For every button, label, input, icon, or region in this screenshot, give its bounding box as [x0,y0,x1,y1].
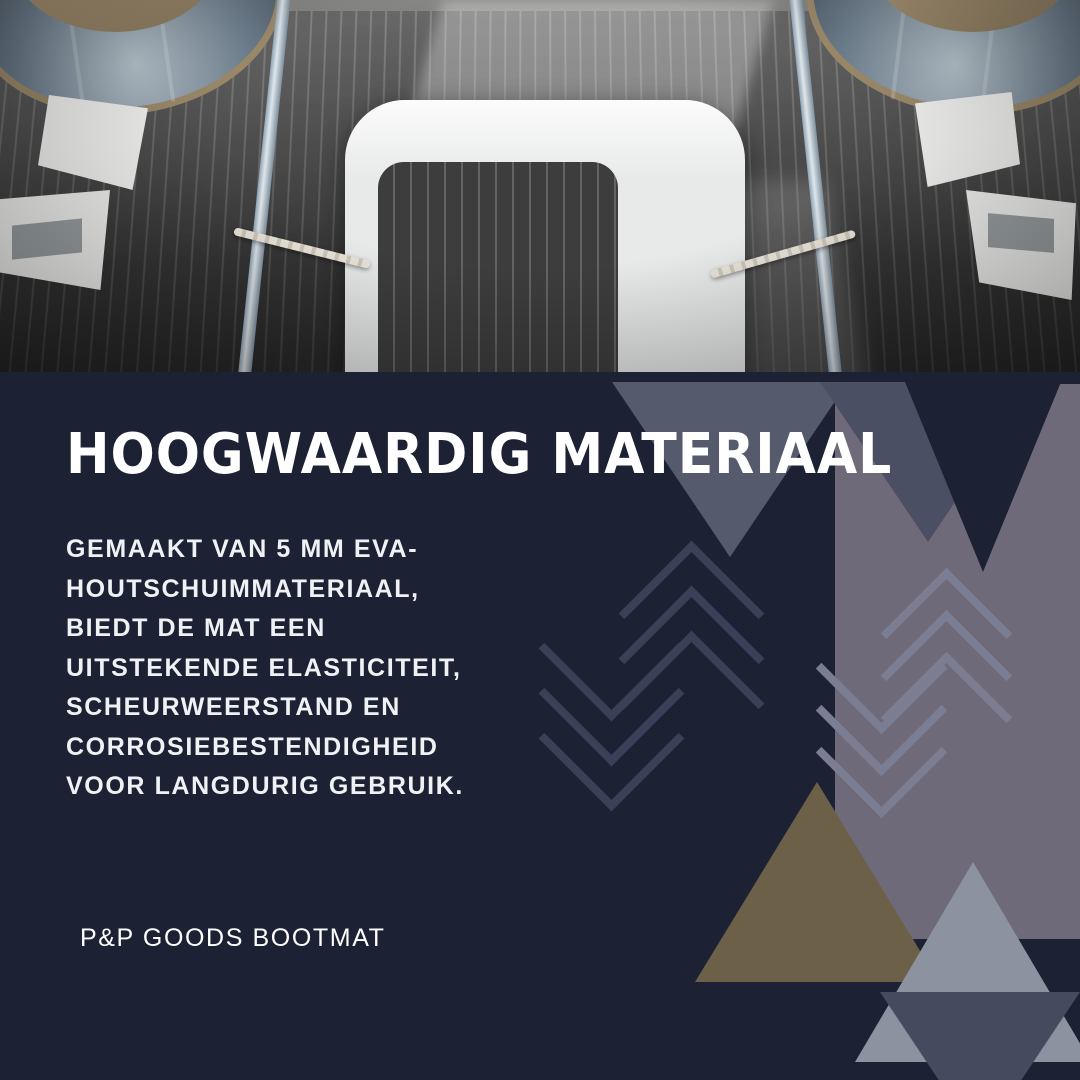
description-text: GEMAAKT VAN 5 MM EVA-HOUTSCHUIMMATERIAAL, BIEDT DE MAT EEN UITSTEKENDE ELASTICITEIT, SCHEURWEERSTAND EN CORROSIEBESTENDIGHEID VOOR LANGDURIG GEBRUIK. [66,535,464,800]
decor-triangle-down-bottom [880,992,1080,1080]
boat-deck-photo [0,0,1080,372]
page-title: HOOGWAARDIG MATERIAAL [66,422,893,487]
photo-vignette [0,0,1080,372]
decor-triangle-notch [905,382,1061,572]
content-panel [0,372,1080,1080]
brand-label: P&P GOODS BOOTMAT [80,924,386,952]
